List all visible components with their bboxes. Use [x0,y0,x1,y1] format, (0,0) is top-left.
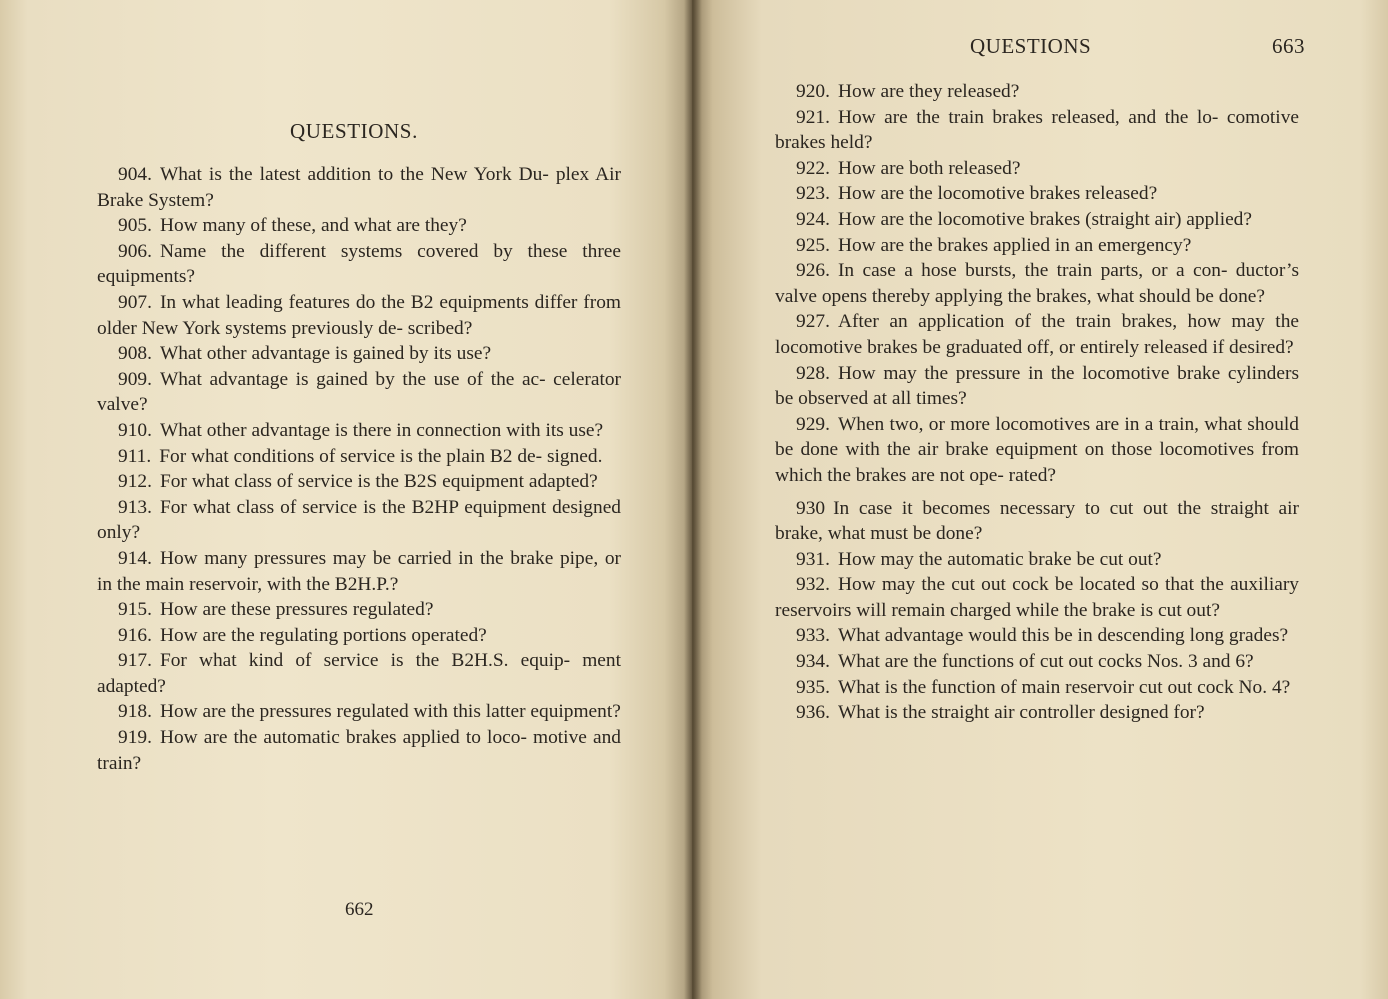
question-number: 925. [796,234,830,256]
question-text: How many of these, and what are they? [159,215,467,237]
question-item [97,495,621,546]
question-item [97,213,621,239]
question-item [775,309,1299,360]
question-text: In what leading features do the B2 equipments differ from older New York systems previously de- scribed? [97,291,621,339]
question-text: How are the train brakes released, and the lo- comotive brakes held? [775,106,1299,154]
question-text: How may the pressure in the locomotive brake cylinders be observed at all times? [775,362,1299,410]
question-number: 929. [796,413,830,435]
question-text: What is the function of main reservoir cut out cock No. 4? [837,676,1291,698]
question-item [775,233,1299,259]
question-text: What are the functions of cut out cocks Nos. 3 and 6? [837,651,1254,673]
question-item [775,700,1299,726]
question-item [775,258,1299,309]
question-item [775,361,1299,412]
question-number: 923. [796,183,830,205]
left-page [0,0,692,999]
question-text: Name the different systems covered by these three equipments? [97,240,621,288]
question-text: After an application of the train brakes, how may the locomotive brakes be graduated off, or entirely released if desired? [775,311,1299,358]
question-number: 921. [796,106,830,128]
question-item [775,105,1299,156]
question-number: 908. [118,343,152,365]
question-number: 932. [796,574,830,596]
question-number: 914. [118,547,152,569]
question-number: 917. [118,650,152,672]
left-page-number: 662 [345,899,374,920]
question-item [97,699,621,725]
question-number: 933. [796,625,830,647]
question-text: What advantage is gained by the use of the ac- celerator valve? [97,368,621,416]
question-text: What advantage would this be in descending long grades? [837,625,1289,647]
question-text: How may the cut out cock be located so that the auxiliary reservoirs will remain charged while the brake is cut out? [775,574,1299,621]
question-item [775,675,1299,701]
question-item [97,162,621,213]
question-number: 915. [118,599,152,621]
question-number: 907. [118,291,152,313]
book-gutter [684,0,702,999]
question-text: For what class of service is the B2HP equipment designed only? [97,496,621,544]
question-text: In case it becomes necessary to cut out the straight air brake, what must be done? [775,497,1299,545]
question-number: 930 [796,497,826,519]
question-item [775,207,1299,233]
question-text: What other advantage is gained by its use? [159,343,492,365]
left-question-list [97,162,621,776]
question-item [775,623,1299,649]
question-text: For what class of service is the B2S equipment adapted? [159,471,598,493]
question-number: 912. [118,471,152,493]
question-number: 935. [796,676,830,698]
question-text: What is the latest addition to the New York Du- plex Air Brake System? [97,164,621,211]
question-text: How many pressures may be carried in the brake pipe, or in the main reservoir, with the B2H.P.? [97,547,621,595]
question-text: When two, or more locomotives are in a train, what should be done with the air brake equipment on those locomotives from which the brakes are not ope- rated? [775,413,1299,486]
question-text: In case a hose bursts, the train parts, or a con- ductor’s valve opens thereby applying the brakes, what should be done? [775,260,1299,307]
question-item [97,290,621,341]
question-item [97,648,621,699]
question-number: 934. [796,651,830,673]
question-text: How are the locomotive brakes released? [837,183,1158,205]
question-number: 905. [118,215,152,237]
question-item [97,239,621,290]
question-number: 924. [796,208,830,230]
question-number: 936. [796,702,830,724]
question-number: 911. [118,445,152,467]
question-item [97,341,621,367]
question-text: What is the straight air controller designed for? [837,702,1205,724]
question-number: 918. [118,701,152,723]
question-item [775,572,1299,623]
question-item [97,623,621,649]
question-item [775,79,1299,105]
question-text: What other advantage is there in connection with its use? [159,419,604,441]
question-item [775,649,1299,675]
question-text: How may the automatic brake be cut out? [837,548,1162,570]
question-text: How are both released? [837,157,1021,179]
running-head: QUESTIONS [970,34,1092,58]
question-item [97,546,621,597]
question-number: 909. [118,368,152,390]
question-text: How are the regulating portions operated? [159,624,487,646]
question-number: 906. [118,240,152,262]
question-item [775,496,1299,547]
section-title: QUESTIONS. [290,119,418,143]
question-number: 931. [796,548,830,570]
question-number: 922. [796,157,830,179]
question-item [775,412,1299,489]
question-number: 928. [796,362,830,384]
question-text: How are the pressures regulated with this latter equipment? [159,701,621,723]
right-question-list [775,79,1299,726]
question-number: 919. [118,727,152,749]
question-text: How are the automatic brakes applied to loco- motive and train? [97,727,621,774]
question-text: How are they released? [837,81,1020,102]
right-page-number: 663 [1272,34,1305,58]
question-text: How are the locomotive brakes (straight air) applied? [837,208,1252,230]
question-item [97,444,621,470]
question-item [775,547,1299,573]
question-number: 927. [796,311,830,333]
question-number: 910. [118,419,152,441]
question-text: How are the brakes applied in an emergency? [837,234,1192,256]
question-number: 913. [118,496,152,518]
right-page [692,0,1388,999]
question-item [97,418,621,444]
question-text: How are these pressures regulated? [159,599,434,621]
question-number: 904. [118,164,152,185]
question-item [97,597,621,623]
question-item [775,181,1299,207]
question-item [775,156,1299,182]
question-item [97,725,621,776]
question-item [97,367,621,418]
question-number: 920. [796,81,830,102]
question-text: For what kind of service is the B2H.S. equip- ment adapted? [97,650,621,697]
question-item [97,469,621,495]
question-text: For what conditions of service is the plain B2 de- signed. [159,445,603,467]
question-number: 926. [796,260,830,282]
question-number: 916. [118,624,152,646]
